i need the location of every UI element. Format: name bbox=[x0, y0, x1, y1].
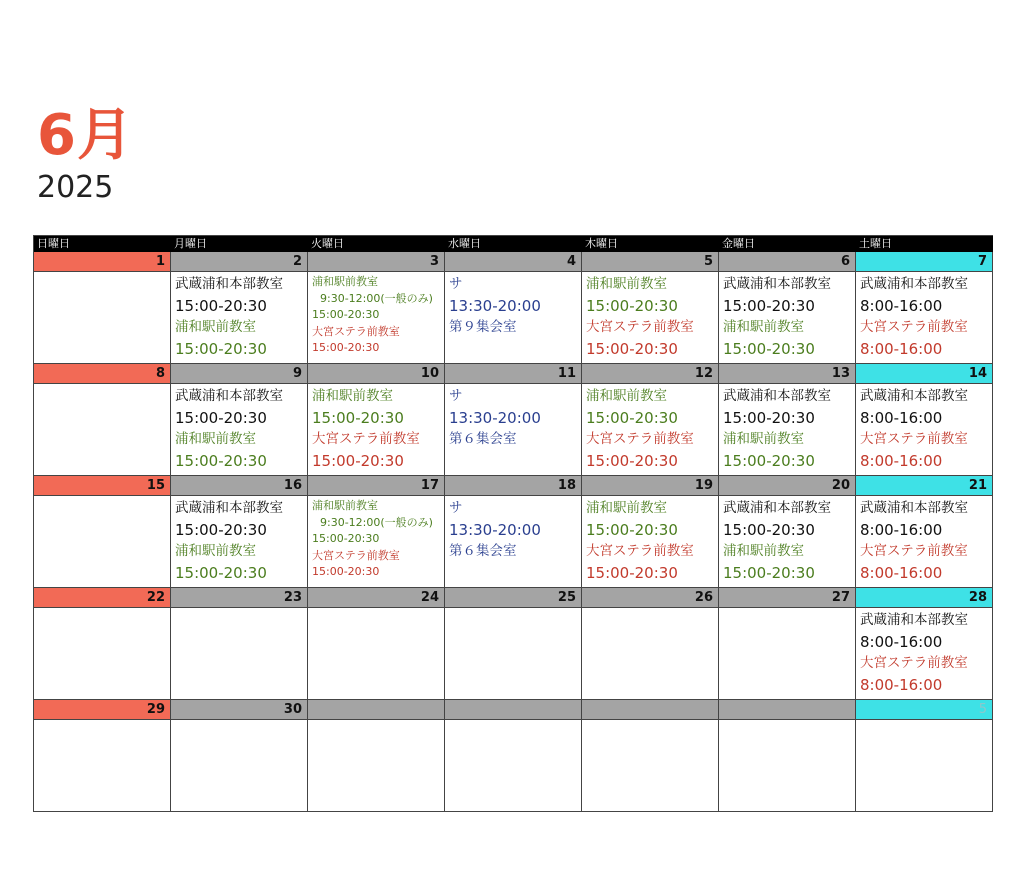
calendar-day-cell bbox=[34, 700, 171, 812]
month-title: 6月 bbox=[37, 103, 134, 168]
schedule-time: 8:00-16:00 bbox=[860, 451, 943, 470]
schedule-time: 15:00-20:30 bbox=[312, 408, 404, 427]
calendar-day-cell bbox=[34, 588, 171, 700]
schedule-location: 武蔵浦和本部教室 bbox=[860, 500, 968, 516]
calendar-day-cell bbox=[582, 700, 719, 812]
calendar-day-cell bbox=[719, 252, 856, 364]
calendar-day-cell bbox=[719, 476, 856, 588]
schedule-time: 15:00-20:30 bbox=[723, 408, 815, 427]
schedule-location: 浦和駅前教室 bbox=[723, 319, 804, 335]
schedule-location: 大宮ステラ前教室 bbox=[860, 319, 968, 335]
calendar-day-cell bbox=[856, 476, 993, 588]
schedule-time: 8:00-16:00 bbox=[860, 520, 943, 539]
day-schedule bbox=[308, 384, 444, 472]
day-schedule bbox=[445, 720, 581, 722]
day-number: 22 bbox=[34, 588, 170, 608]
day-number: 9 bbox=[171, 364, 307, 384]
day-number: 4 bbox=[445, 252, 581, 272]
calendar-day-cell bbox=[445, 588, 582, 700]
day-number: 2 bbox=[171, 252, 307, 272]
schedule-location: 大宮ステラ前教室 bbox=[586, 431, 694, 447]
calendar-day-cell bbox=[856, 588, 993, 700]
day-schedule bbox=[719, 720, 855, 722]
day-number: 5 bbox=[582, 252, 718, 272]
calendar-day-cell bbox=[445, 476, 582, 588]
schedule-location: 武蔵浦和本部教室 bbox=[723, 388, 831, 404]
day-schedule bbox=[582, 608, 718, 610]
schedule-time: 8:00-16:00 bbox=[860, 563, 943, 582]
day-schedule bbox=[34, 608, 170, 610]
weekday-label: 日曜日 bbox=[37, 237, 70, 250]
calendar-day-cell bbox=[719, 700, 856, 812]
day-schedule bbox=[719, 272, 855, 360]
day-schedule bbox=[856, 384, 992, 472]
schedule-location: 武蔵浦和本部教室 bbox=[860, 276, 968, 292]
schedule-time: 13:30-20:00 bbox=[449, 408, 541, 427]
calendar-day-cell bbox=[719, 588, 856, 700]
day-number: 29 bbox=[34, 700, 170, 720]
day-schedule bbox=[445, 496, 581, 563]
schedule-location: 浦和駅前教室 bbox=[312, 275, 378, 288]
year-title: 2025 bbox=[37, 170, 114, 205]
calendar-day-cell bbox=[719, 364, 856, 476]
schedule-time: 9:30-12:00(一般のみ) bbox=[320, 291, 433, 305]
schedule-time: 15:00-20:30 bbox=[586, 563, 678, 582]
calendar-day-cell bbox=[308, 588, 445, 700]
schedule-time: 15:00-20:30 bbox=[586, 520, 678, 539]
day-schedule bbox=[171, 496, 307, 584]
calendar-day-cell bbox=[308, 476, 445, 588]
schedule-time: 9:30-12:00(一般のみ) bbox=[320, 515, 433, 529]
calendar-day-cell bbox=[171, 252, 308, 364]
day-schedule bbox=[308, 272, 444, 357]
schedule-location: 浦和駅前教室 bbox=[312, 388, 393, 404]
calendar-day-cell bbox=[582, 364, 719, 476]
day-number bbox=[308, 700, 444, 720]
day-schedule bbox=[582, 496, 718, 584]
schedule-time: 15:00-20:30 bbox=[586, 339, 678, 358]
day-number: 30 bbox=[171, 700, 307, 720]
schedule-location: 浦和駅前教室 bbox=[723, 543, 804, 559]
day-schedule bbox=[719, 608, 855, 610]
schedule-time: 15:00-20:30 bbox=[586, 296, 678, 315]
weekday-label: 土曜日 bbox=[859, 237, 892, 250]
schedule-location: 第６集会室 bbox=[449, 543, 517, 559]
schedule-time: 13:30-20:00 bbox=[449, 296, 541, 315]
day-schedule bbox=[582, 272, 718, 360]
day-number: 24 bbox=[308, 588, 444, 608]
schedule-time: 15:00-20:30 bbox=[312, 308, 380, 321]
day-schedule bbox=[856, 608, 992, 696]
schedule-location: 浦和駅前教室 bbox=[175, 319, 256, 335]
schedule-location: 浦和駅前教室 bbox=[175, 543, 256, 559]
schedule-time: 15:00-20:30 bbox=[723, 451, 815, 470]
schedule-time: 8:00-16:00 bbox=[860, 339, 943, 358]
schedule-location: 武蔵浦和本部教室 bbox=[175, 276, 283, 292]
calendar-day-cell bbox=[171, 588, 308, 700]
day-number bbox=[719, 700, 855, 720]
day-schedule bbox=[856, 720, 992, 722]
schedule-time: 15:00-20:30 bbox=[175, 520, 267, 539]
schedule-time: 15:00-20:30 bbox=[312, 565, 380, 578]
calendar-day-cell bbox=[308, 252, 445, 364]
day-schedule bbox=[445, 608, 581, 610]
day-number: 7 bbox=[856, 252, 992, 272]
calendar-day-cell bbox=[445, 364, 582, 476]
day-number: 1 bbox=[34, 252, 170, 272]
day-number: 18 bbox=[445, 476, 581, 496]
schedule-location: 大宮ステラ前教室 bbox=[312, 324, 400, 338]
schedule-location: 浦和駅前教室 bbox=[586, 500, 667, 516]
day-schedule bbox=[171, 384, 307, 472]
day-schedule bbox=[308, 496, 444, 581]
schedule-location: 大宮ステラ前教室 bbox=[860, 543, 968, 559]
calendar-day-cell bbox=[856, 252, 993, 364]
calendar-day-cell bbox=[34, 364, 171, 476]
calendar-day-cell bbox=[445, 700, 582, 812]
schedule-time: 15:00-20:30 bbox=[723, 296, 815, 315]
schedule-time: 15:00-20:30 bbox=[175, 451, 267, 470]
day-number: 26 bbox=[582, 588, 718, 608]
day-number: 10 bbox=[308, 364, 444, 384]
schedule-time: 15:00-20:30 bbox=[586, 408, 678, 427]
day-number: 13 bbox=[719, 364, 855, 384]
day-number: 28 bbox=[856, 588, 992, 608]
day-schedule bbox=[719, 384, 855, 472]
day-number: 27 bbox=[719, 588, 855, 608]
schedule-location: 大宮ステラ前教室 bbox=[586, 319, 694, 335]
day-schedule bbox=[445, 272, 581, 339]
day-schedule bbox=[34, 720, 170, 722]
day-number: 14 bbox=[856, 364, 992, 384]
calendar-day-cell bbox=[582, 588, 719, 700]
calendar-grid bbox=[33, 235, 993, 812]
day-schedule bbox=[856, 496, 992, 584]
schedule-location: 浦和駅前教室 bbox=[586, 388, 667, 404]
schedule-location: 大宮ステラ前教室 bbox=[312, 548, 400, 562]
calendar-week-row bbox=[34, 364, 993, 476]
weekday-label: 水曜日 bbox=[448, 237, 481, 250]
weekday-header bbox=[34, 236, 993, 252]
schedule-time: 8:00-16:00 bbox=[860, 675, 943, 694]
day-number: 19 bbox=[582, 476, 718, 496]
schedule-location: サ bbox=[449, 276, 463, 292]
calendar-weeks bbox=[34, 252, 993, 812]
schedule-location: 第６集会室 bbox=[449, 431, 517, 447]
schedule-location: 大宮ステラ前教室 bbox=[860, 431, 968, 447]
day-schedule bbox=[34, 384, 170, 386]
calendar-day-cell bbox=[582, 252, 719, 364]
schedule-time: 15:00-20:30 bbox=[175, 339, 267, 358]
day-schedule bbox=[171, 608, 307, 610]
calendar-day-cell bbox=[171, 476, 308, 588]
schedule-location: サ bbox=[449, 500, 463, 516]
schedule-time: 15:00-20:30 bbox=[723, 339, 815, 358]
day-schedule bbox=[719, 496, 855, 584]
schedule-location: 武蔵浦和本部教室 bbox=[860, 612, 968, 628]
day-number: 25 bbox=[445, 588, 581, 608]
day-schedule bbox=[582, 720, 718, 722]
schedule-location: 浦和駅前教室 bbox=[723, 431, 804, 447]
day-number: 5 bbox=[856, 700, 992, 720]
day-number: 16 bbox=[171, 476, 307, 496]
schedule-location: サ bbox=[449, 388, 463, 404]
weekday-label: 月曜日 bbox=[174, 237, 207, 250]
calendar-week-row bbox=[34, 588, 993, 700]
schedule-location: 武蔵浦和本部教室 bbox=[723, 500, 831, 516]
calendar-day-cell bbox=[445, 252, 582, 364]
schedule-location: 武蔵浦和本部教室 bbox=[175, 388, 283, 404]
schedule-location: 浦和駅前教室 bbox=[586, 276, 667, 292]
schedule-location: 大宮ステラ前教室 bbox=[586, 543, 694, 559]
schedule-time: 15:00-20:30 bbox=[312, 341, 380, 354]
schedule-location: 浦和駅前教室 bbox=[175, 431, 256, 447]
schedule-location: 武蔵浦和本部教室 bbox=[723, 276, 831, 292]
day-number: 20 bbox=[719, 476, 855, 496]
weekday-label: 火曜日 bbox=[311, 237, 344, 250]
calendar-day-cell bbox=[171, 700, 308, 812]
day-number: 17 bbox=[308, 476, 444, 496]
schedule-location: 大宮ステラ前教室 bbox=[860, 655, 968, 671]
day-number: 23 bbox=[171, 588, 307, 608]
schedule-time: 8:00-16:00 bbox=[860, 296, 943, 315]
calendar-week-row bbox=[34, 476, 993, 588]
day-number: 21 bbox=[856, 476, 992, 496]
calendar-day-cell bbox=[308, 700, 445, 812]
day-schedule bbox=[856, 272, 992, 360]
schedule-time: 8:00-16:00 bbox=[860, 408, 943, 427]
schedule-location: 武蔵浦和本部教室 bbox=[175, 500, 283, 516]
weekday-label: 木曜日 bbox=[585, 237, 618, 250]
day-number bbox=[445, 700, 581, 720]
schedule-time: 15:00-20:30 bbox=[586, 451, 678, 470]
day-number: 6 bbox=[719, 252, 855, 272]
day-number: 11 bbox=[445, 364, 581, 384]
day-schedule bbox=[34, 496, 170, 498]
calendar-day-cell bbox=[856, 364, 993, 476]
calendar-day-cell bbox=[34, 252, 171, 364]
schedule-location: 浦和駅前教室 bbox=[312, 499, 378, 512]
day-number bbox=[582, 700, 718, 720]
day-number: 15 bbox=[34, 476, 170, 496]
day-schedule bbox=[582, 384, 718, 472]
day-schedule bbox=[308, 720, 444, 722]
schedule-time: 15:00-20:30 bbox=[175, 563, 267, 582]
day-number: 12 bbox=[582, 364, 718, 384]
schedule-location: 第９集会室 bbox=[449, 319, 517, 335]
schedule-time: 8:00-16:00 bbox=[860, 632, 943, 651]
calendar-day-cell bbox=[34, 476, 171, 588]
schedule-location: 武蔵浦和本部教室 bbox=[860, 388, 968, 404]
schedule-time: 15:00-20:30 bbox=[723, 520, 815, 539]
schedule-time: 15:00-20:30 bbox=[312, 451, 404, 470]
day-schedule bbox=[34, 272, 170, 274]
calendar-week-row bbox=[34, 700, 993, 812]
calendar-week-row bbox=[34, 252, 993, 364]
schedule-time: 15:00-20:30 bbox=[175, 408, 267, 427]
schedule-time: 15:00-20:30 bbox=[723, 563, 815, 582]
day-number: 3 bbox=[308, 252, 444, 272]
calendar-day-cell bbox=[308, 364, 445, 476]
calendar-day-cell bbox=[171, 364, 308, 476]
schedule-time: 15:00-20:30 bbox=[175, 296, 267, 315]
schedule-location: 大宮ステラ前教室 bbox=[312, 431, 420, 447]
schedule-time: 13:30-20:00 bbox=[449, 520, 541, 539]
day-number: 8 bbox=[34, 364, 170, 384]
day-schedule bbox=[171, 272, 307, 360]
day-schedule bbox=[171, 720, 307, 722]
day-schedule bbox=[308, 608, 444, 610]
day-schedule bbox=[445, 384, 581, 451]
calendar-day-cell bbox=[582, 476, 719, 588]
weekday-label: 金曜日 bbox=[722, 237, 755, 250]
calendar-day-cell bbox=[856, 700, 993, 812]
schedule-time: 15:00-20:30 bbox=[312, 532, 380, 545]
